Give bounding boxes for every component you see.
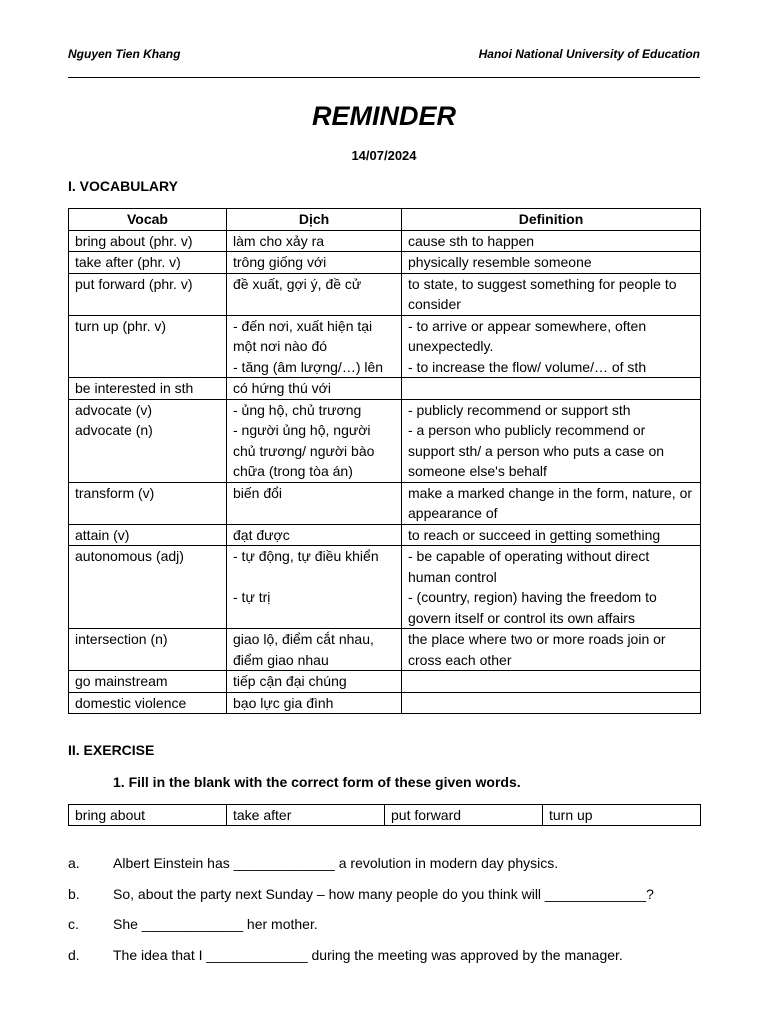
document-date: 14/07/2024 [351,148,417,163]
header-divider [68,77,700,78]
vocab-cell-line: domestic violence [75,694,187,711]
question-label: a. [68,855,80,871]
question-text: So, about the party next Sunday – how many people do you think will _____________? [113,886,654,902]
vocab-cell-line: bring about (phr. v) [75,232,193,249]
dich-cell-line: biến đổi [233,484,283,501]
word-bank-item: bring about [69,805,227,826]
definition-cell [402,273,701,315]
vocab-cell-line: advocate (n) [75,422,153,438]
vocab-cell [69,671,227,693]
definition-cell [402,546,701,629]
vocab-cell [69,273,227,315]
vocab-cell-line: autonomous (adj) [75,548,184,564]
definition-cell-line: - be capable of operating without direct human control [408,548,650,585]
definition-cell-line: - to arrive or appear somewhere, often unexpectedly. [408,317,647,354]
table-row [69,230,701,252]
dich-cell-line: - tự trị [233,588,271,605]
vocabulary-table-body [69,230,701,714]
vocab-cell-line: transform (v) [75,484,155,501]
dich-cell-line: đạt được [233,526,290,543]
vocab-cell [69,378,227,400]
dich-cell-line: giao lộ, điểm cắt nhau, điểm giao nhau [233,631,374,668]
vocab-cell-line: turn up (phr. v) [75,317,167,334]
table-row [69,252,701,274]
definition-cell [402,252,701,274]
vocab-cell-line: put forward (phr. v) [75,275,193,292]
vocab-cell [69,399,227,482]
vocab-cell [69,230,227,252]
dich-cell [227,378,402,400]
vocab-cell [69,629,227,671]
column-header-dich: Dịch [227,209,402,231]
question-label: c. [68,916,79,932]
vocabulary-heading: I. VOCABULARY [68,178,178,194]
table-header-row [69,209,701,231]
word-bank-item: take after [227,805,385,826]
table-row [69,378,701,400]
dich-cell-line: trông giống với [233,254,327,270]
definition-cell-line: to state, to suggest something for people to consider [408,275,677,312]
definition-cell-line: - (country, region) having the freedom to govern itself or control its own affairs [408,589,657,626]
dich-cell [227,230,402,252]
definition-cell-line: physically resemble someone [408,254,592,270]
vocab-cell [69,482,227,524]
dich-cell-line: đề xuất, gợi ý, đề cử [233,275,362,292]
definition-cell-line: - a person who publicly recommend or support sth/ a person who puts a case on someone else's behalf [408,422,665,479]
dich-cell-line: - người ủng hộ, người chủ trương/ người bào chữa (trong tòa án) [233,422,375,479]
definition-cell [402,399,701,482]
question-label: d. [68,947,80,963]
dich-cell-line [233,567,395,587]
vocab-cell [69,252,227,274]
definition-cell-line: to reach or succeed in getting something [408,526,661,543]
dich-cell [227,252,402,274]
author-name: Nguyen Tien Khang [68,47,181,61]
page-header [68,47,700,67]
definition-cell [402,692,701,714]
table-row [69,273,701,315]
dich-cell-line: - đến nơi, xuất hiện tại một nơi nào đó [233,317,373,354]
exercise-heading: II. EXERCISE [68,742,155,758]
dich-cell-line: - tăng (âm lượng/…) lên [233,358,384,375]
definition-cell-line: cause sth to happen [408,232,535,249]
vocab-cell-line: be interested in sth [75,380,194,396]
page-title: REMINDER [311,101,456,131]
definition-cell [402,378,701,400]
table-row [69,671,701,693]
word-bank-item: turn up [543,805,701,826]
exercise-1-instruction: 1. Fill in the blank with the correct form of these given words. [113,774,521,790]
dich-cell [227,315,402,378]
dich-cell-line: - tự động, tự điều khiển [233,548,379,564]
vocab-cell-line: advocate (v) [75,401,153,418]
institution-name: Hanoi National University of Education [478,47,700,61]
question-text: The idea that I _____________ during the meeting was approved by the manager. [113,947,623,963]
definition-cell [402,230,701,252]
definition-cell-line: - publicly recommend or support sth [408,401,631,418]
table-row [69,692,701,714]
word-bank-table [68,804,701,826]
definition-cell-line: - to increase the flow/ volume/… of sth [408,358,647,375]
table-row [69,315,701,378]
table-row [69,399,701,482]
dich-cell-line: tiếp cận đại chúng [233,673,347,689]
dich-cell [227,399,402,482]
dich-cell-line: có hứng thú với [233,380,331,396]
dich-cell [227,629,402,671]
definition-cell [402,671,701,693]
definition-cell [402,524,701,546]
dich-cell-line: - ủng hộ, chủ trương [233,401,362,418]
vocab-cell [69,546,227,629]
dich-cell [227,692,402,714]
vocab-cell-line: intersection (n) [75,631,168,647]
definition-cell-line: make a marked change in the form, nature, or appearance of [408,484,693,521]
word-bank-row [69,805,701,826]
dich-cell [227,546,402,629]
definition-cell-line: the place where two or more roads join or cross each other [408,631,666,668]
vocab-cell [69,315,227,378]
dich-cell-line: làm cho xảy ra [233,232,325,249]
word-bank-item: put forward [385,805,543,826]
definition-cell [402,482,701,524]
table-row [69,482,701,524]
column-header-vocab: Vocab [69,209,227,231]
vocab-cell-line: take after (phr. v) [75,254,181,270]
question-label: b. [68,886,80,902]
definition-cell [402,315,701,378]
dich-cell [227,273,402,315]
question-text: She _____________ her mother. [113,916,318,932]
column-header-definition: Definition [402,209,701,231]
table-row [69,546,701,629]
vocab-cell-line: attain (v) [75,526,130,543]
table-row [69,629,701,671]
vocab-cell-line: go mainstream [75,673,168,689]
vocab-cell [69,692,227,714]
dich-cell [227,671,402,693]
dich-cell-line: bạo lực gia đình [233,694,334,711]
vocab-cell [69,524,227,546]
dich-cell [227,524,402,546]
dich-cell [227,482,402,524]
vocabulary-table [68,208,701,714]
table-row [69,524,701,546]
question-text: Albert Einstein has _____________ a revolution in modern day physics. [113,855,559,871]
definition-cell [402,629,701,671]
